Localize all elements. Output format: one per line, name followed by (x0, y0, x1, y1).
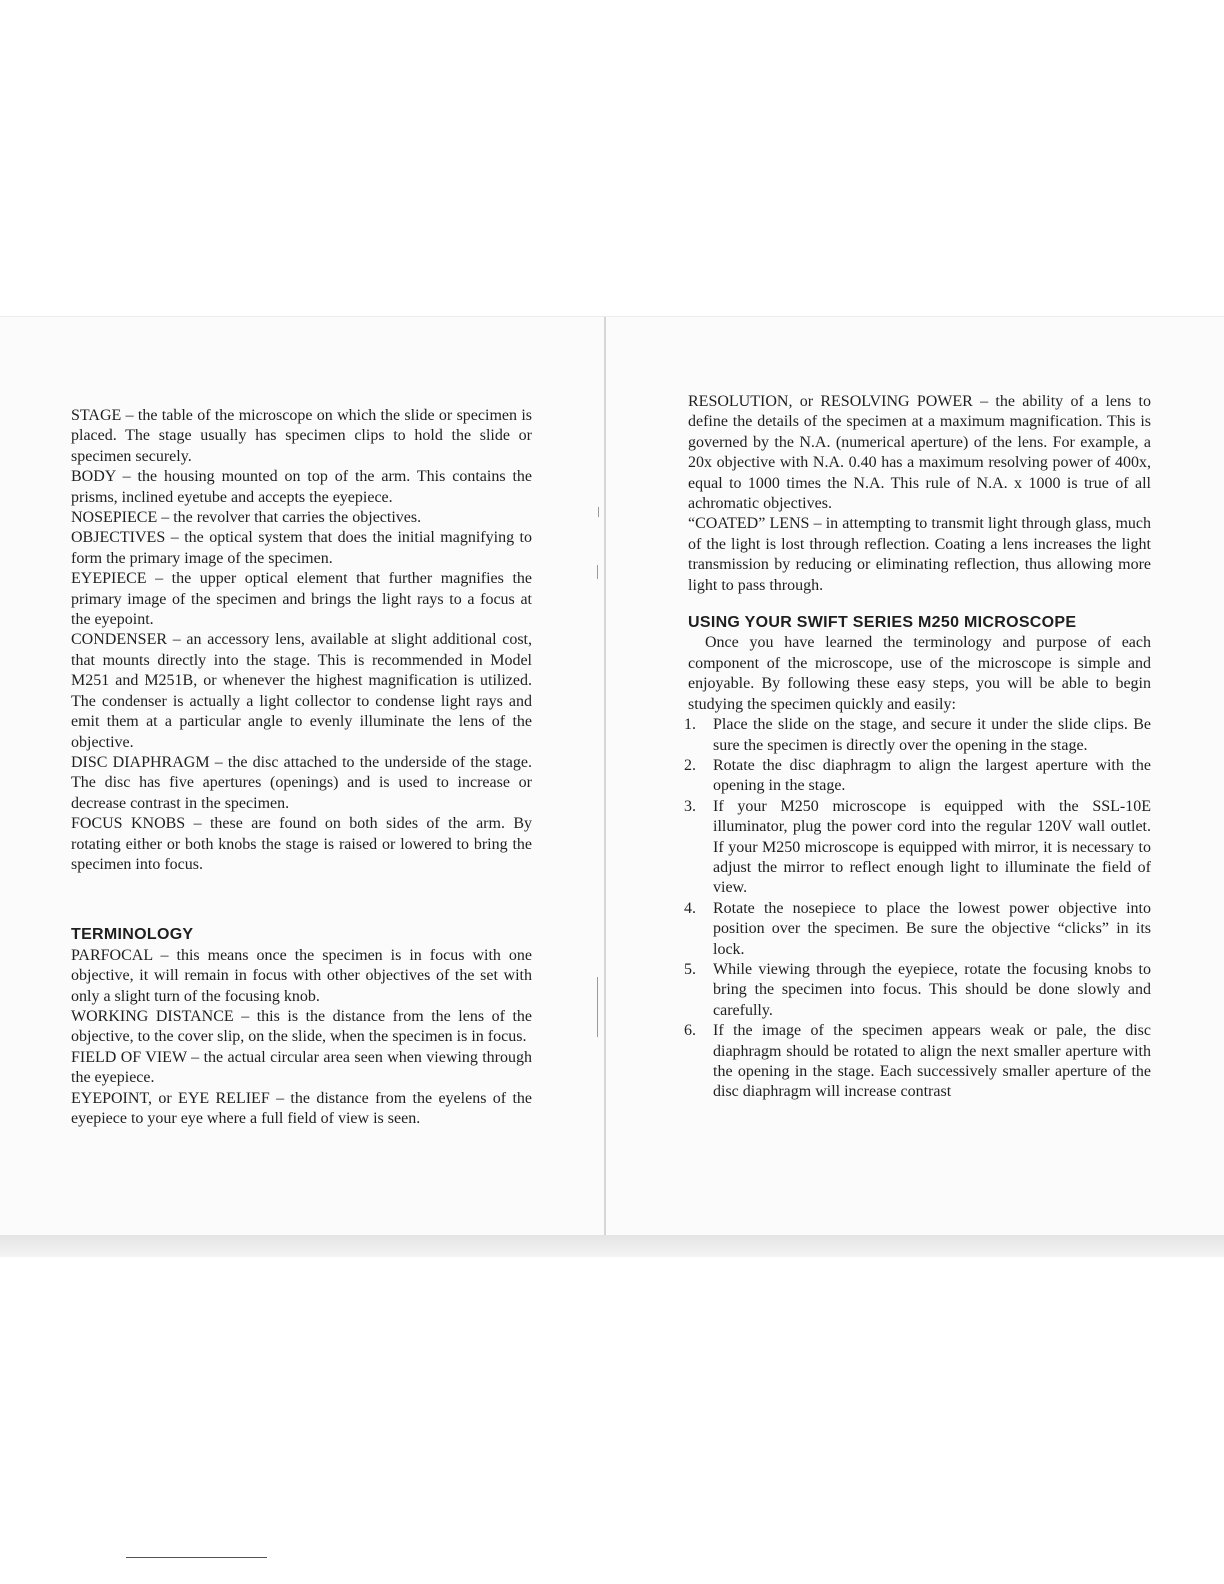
scan-mark (597, 565, 598, 579)
terminology-heading: TERMINOLOGY (71, 926, 194, 944)
definition-nosepiece: NOSEPIECE – the revolver that carries the objectives. (71, 509, 422, 527)
term-eyepoint: EYEPOINT, or EYE RELIEF – the distance from the eyelens of the eyepiece to your eye where a full field of view is seen. (71, 1089, 532, 1127)
definition-focus-knobs: FOCUS KNOBS – these are found on both sides of the arm. By rotating either or both knobs the stage is raised or lowered to bring the specimen into focus. (71, 815, 532, 873)
definition-condenser: CONDENSER – an accessory lens, available at slight additional cost, that mounts directly into the stage. This is recommended in Model M251 and M251B, or whenever the highest magnification is utilized. The condenser is actually a light collector to condense light rays and emit them at a particular angle to evenly illuminate the lens of the objective. (71, 631, 532, 751)
definition-coated-lens: “COATED” LENS – in attempting to transmit light through glass, much of the light is lost through reflection. Coating a lens increases the light transmission by reducing or eliminating reflection, thus allowing more light to pass through. (688, 515, 1151, 594)
step-text: If the image of the specimen appears weak or pale, the disc diaphragm should be rotated to align the next smaller aperture with the opening in the stage. Each successively smaller aperture of the disc diaphragm will increase contrast (713, 1022, 1151, 1101)
spread-bottom-edge (0, 1235, 1224, 1257)
bottom-rule (126, 1557, 267, 1558)
step-number: 5. (684, 960, 696, 978)
definition-objectives: OBJECTIVES – the optical system that does the initial magnifying to form the primary image of the specimen. (71, 529, 532, 567)
left-page (71, 406, 532, 1129)
right-page (684, 392, 1151, 1103)
scan-mark (597, 977, 598, 1037)
step-text: Place the slide on the stage, and secure it under the slide clips. Be sure the specimen is directly over the opening in the stage. (713, 716, 1151, 754)
step-item (684, 899, 1151, 960)
step-item (684, 797, 1151, 899)
step-number: 3. (684, 797, 696, 815)
step-text: If your M250 microscope is equipped with the SSL-10E illuminator, plug the power cord into the regular 120V wall outlet. If your M250 microscope is equipped with mirror, it is necessary to adjust the mirror to reflect enough light to illuminate the field of view. (713, 797, 1151, 897)
step-text: Rotate the disc diaphragm to align the largest aperture with the opening in the stage. (713, 756, 1151, 795)
definition-resolution: RESOLUTION, or RESOLVING POWER – the ability of a lens to define the details of the specimen at a maximum magnification. This is governed by the N.A. (numerical aperture) of the lens. For example, a 20x objective with N.A. 0.40 has a maximum resolving power of 400x, equal to 1000 times the N.A. This rule of N.A. x 1000 is true of all achromatic objectives. (688, 393, 1151, 513)
step-text: Rotate the nosepiece to place the lowest power objective into position over the specimen. Be sure the objective “clicks” in its lock. (713, 899, 1151, 958)
step-item (684, 756, 1151, 797)
using-heading: USING YOUR SWIFT SERIES M250 MICROSCOPE (688, 614, 1077, 632)
step-number: 2. (684, 756, 696, 774)
using-intro: Once you have learned the terminology and purpose of each component of the microscope, use of the microscope is simple and enjoyable. By following these easy steps, you will be able to begin studying the specimen quickly and easily: (688, 634, 1151, 713)
step-text: While viewing through the eyepiece, rotate the focusing knobs to bring the specimen into focus. This should be done slowly and carefully. (713, 960, 1151, 1019)
step-number: 6. (684, 1022, 696, 1040)
step-number: 1. (684, 716, 696, 734)
term-parfocal: PARFOCAL – this means once the specimen is in focus with one objective, it will remain in focus with other objectives of the set with only a slight turn of the focusing knob. (71, 946, 532, 1005)
term-working-distance: WORKING DISTANCE – this is the distance from the lens of the objective, to the cover slip, on the slide, when the specimen is in focus. (71, 1007, 532, 1046)
step-number: 4. (684, 899, 696, 917)
steps-list (684, 715, 1151, 1103)
booklet-spread (0, 316, 1224, 1257)
page-gutter (604, 317, 606, 1235)
step-item (684, 960, 1151, 1021)
definition-stage: STAGE – the table of the microscope on which the slide or specimen is placed. The stage usually has specimen clips to hold the slide or specimen securely. (71, 407, 532, 465)
definition-disc-diaphragm: DISC DIAPHRAGM – the disc attached to the underside of the stage. The disc has five apertures (openings) and is used to increase or decrease contrast in the specimen. (71, 753, 532, 812)
definition-eyepiece: EYEPIECE – the upper optical element that further magnifies the primary image of the specimen and brings the light rays to a focus at the eyepoint. (71, 570, 532, 629)
term-field-of-view: FIELD OF VIEW – the actual circular area seen when viewing through the eyepiece. (71, 1048, 532, 1087)
scan-mark (598, 507, 599, 517)
step-item (684, 1021, 1151, 1103)
step-item (684, 715, 1151, 756)
definition-body: BODY – the housing mounted on top of the arm. This contains the prisms, inclined eyetube and accepts the eyepiece. (71, 468, 532, 506)
